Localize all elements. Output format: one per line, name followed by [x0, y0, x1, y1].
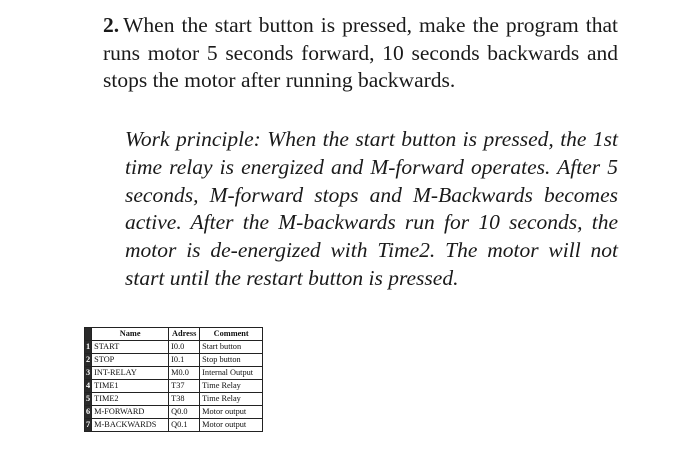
table-row [85, 393, 263, 406]
question-text: When the start button is pressed, make the program that runs motor 5 seconds forward, 10 seconds backwards and stops the motor after running backwards. [103, 13, 618, 92]
row-name: STOP [92, 354, 169, 367]
row-address: T37 [169, 380, 200, 393]
table-header-row [85, 328, 263, 341]
row-address: T38 [169, 393, 200, 406]
row-name: TIME2 [92, 393, 169, 406]
row-address: Q0.0 [169, 406, 200, 419]
row-index: 1 [85, 341, 92, 354]
work-principle-text: Work principle: When the start button is pressed, the 1st time relay is energized and M-forward operates. After 5 seconds, M-forward stops and M-Backwards becomes active. After the M-backwards run for 10 seconds, the motor is de-energized with Time2. The motor will not start until the restart button is pressed. [125, 127, 618, 290]
table-row [85, 380, 263, 393]
row-comment: Time Relay [200, 380, 263, 393]
row-comment: Motor output [200, 419, 263, 432]
comment-column-header: Comment [200, 328, 263, 341]
row-comment: Internal Output [200, 367, 263, 380]
question-text-block [103, 12, 618, 95]
row-index: 6 [85, 406, 92, 419]
row-comment: Time Relay [200, 393, 263, 406]
table-row [85, 367, 263, 380]
row-comment: Start button [200, 341, 263, 354]
row-comment: Motor output [200, 406, 263, 419]
name-column-header: Name [92, 328, 169, 341]
row-name: START [92, 341, 169, 354]
row-comment: Stop button [200, 354, 263, 367]
table-row [85, 406, 263, 419]
row-address: I0.1 [169, 354, 200, 367]
row-name: M-FORWARD [92, 406, 169, 419]
row-index: 3 [85, 367, 92, 380]
row-address: Q0.1 [169, 419, 200, 432]
row-index: 2 [85, 354, 92, 367]
row-name: TIME1 [92, 380, 169, 393]
row-name: M-BACKWARDS [92, 419, 169, 432]
table-row [85, 419, 263, 432]
row-name: INT-RELAY [92, 367, 169, 380]
row-index: 7 [85, 419, 92, 432]
table-row [85, 341, 263, 354]
address-column-header: Adress [169, 328, 200, 341]
row-address: M0.0 [169, 367, 200, 380]
row-address: I0.0 [169, 341, 200, 354]
row-index: 5 [85, 393, 92, 406]
io-address-table [84, 327, 263, 432]
table-row [85, 354, 263, 367]
row-index: 4 [85, 380, 92, 393]
index-header-cell [85, 328, 92, 341]
question-number: 2. [103, 13, 120, 37]
